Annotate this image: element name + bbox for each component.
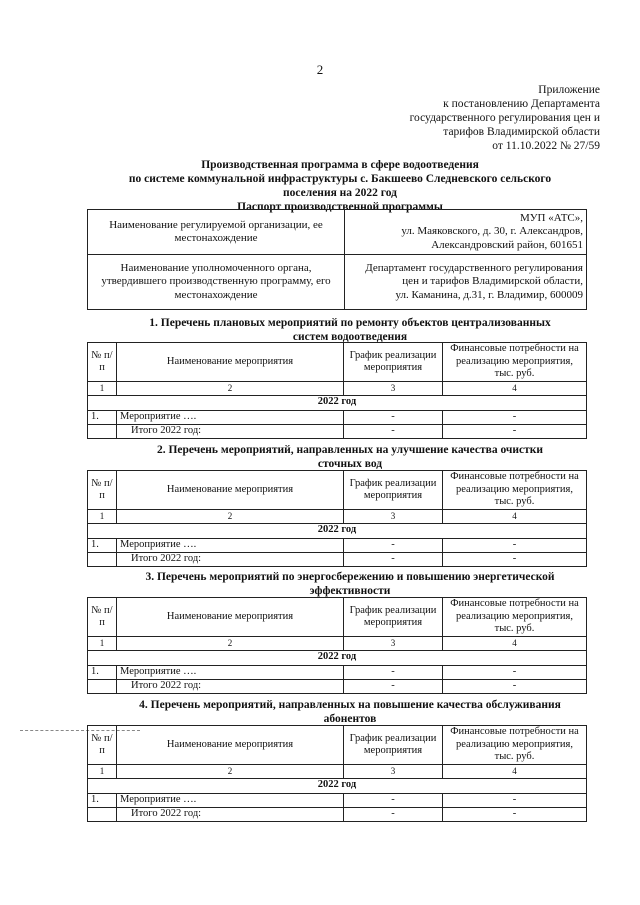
year-row: 2022 год [88, 395, 587, 410]
total-name: Итого 2022 год: [117, 679, 344, 693]
row-number: 1. [88, 410, 117, 424]
section-title-b: эффективности [309, 585, 391, 597]
section-title-b: систем водоотведения [292, 331, 408, 343]
row-number: 1. [88, 793, 117, 807]
col-number: 3 [344, 382, 443, 396]
col-number: 2 [117, 382, 344, 396]
total-name: Итого 2022 год: [117, 807, 344, 821]
row-finance: - [443, 793, 587, 807]
section-title-a: Перечень мероприятий по энергосбережению и повышению энергетической [156, 571, 555, 583]
col-number: 1 [88, 510, 117, 524]
passport-value-line: Александровский район, 601651 [431, 238, 583, 251]
col-number: 3 [344, 510, 443, 524]
row-finance: - [443, 538, 587, 552]
col-number: 1 [88, 382, 117, 396]
row-name: Мероприятие …. [117, 665, 344, 679]
page-number: 2 [316, 62, 324, 77]
appendix-line: от 11.10.2022 № 27/59 [492, 140, 600, 152]
section-title-b: сточных вод [317, 458, 383, 470]
header-schedule: График реализации мероприятия [344, 471, 443, 510]
section-title [110, 698, 590, 726]
header-name: Наименование мероприятия [117, 471, 344, 510]
year-row: 2022 год [88, 650, 587, 665]
header-name: Наименование мероприятия [117, 343, 344, 382]
header-name: Наименование мероприятия [117, 598, 344, 637]
section-number: 2. [156, 444, 166, 456]
year-row: 2022 год [88, 778, 587, 793]
title-line: по системе коммунальной инфраструктуры с. Бакшеево Следневского сельского [128, 173, 552, 185]
total-blank [88, 807, 117, 821]
row-finance: - [443, 665, 587, 679]
header-finance: Финансовые потребности на реализацию мероприятия, тыс. руб. [443, 726, 587, 765]
section-title-b: абонентов [323, 713, 377, 725]
col-number: 2 [117, 510, 344, 524]
title-line: Производственная программа в сфере водоотведения [201, 159, 479, 171]
section-number: 1. [149, 317, 158, 329]
section-number: 4. [139, 699, 148, 711]
passport-org-label: Наименование регулируемой организации, ее местонахождение [88, 210, 345, 255]
header-no: № п/п [88, 726, 117, 765]
col-number: 2 [117, 637, 344, 651]
section-title [110, 443, 590, 471]
passport-org-value [345, 210, 587, 255]
passport-value-line: МУП «АТС», [519, 211, 583, 224]
appendix-line: к постановлению Департамента [443, 98, 600, 110]
col-number: 1 [88, 637, 117, 651]
section-title [110, 316, 590, 344]
appendix-line: Приложение [538, 84, 600, 96]
appendix-line: государственного регулирования цен и [409, 112, 600, 124]
row-finance: - [443, 410, 587, 424]
passport-table [87, 209, 587, 310]
title-line: поселения на 2022 год [283, 187, 397, 199]
header-finance: Финансовые потребности на реализацию мероприятия, тыс. руб. [443, 471, 587, 510]
header-no: № п/п [88, 598, 117, 637]
total-blank [88, 424, 117, 438]
appendix-line: тарифов Владимирской области [443, 126, 600, 138]
header-schedule: График реализации мероприятия [344, 598, 443, 637]
header-no: № п/п [88, 343, 117, 382]
passport-value-line: Департамент государственного регулирования цен и тарифов Владимирской области, [365, 261, 583, 288]
header-finance: Финансовые потребности на реализацию мероприятия, тыс. руб. [443, 598, 587, 637]
col-number: 2 [117, 765, 344, 779]
col-number: 4 [443, 765, 587, 779]
row-number: 1. [88, 665, 117, 679]
col-number: 4 [443, 637, 587, 651]
total-blank [88, 679, 117, 693]
appendix-block [390, 83, 600, 153]
col-number: 3 [344, 637, 443, 651]
header-no: № п/п [88, 471, 117, 510]
col-number: 4 [443, 510, 587, 524]
year-row: 2022 год [88, 523, 587, 538]
total-finance: - [443, 552, 587, 566]
col-number: 4 [443, 382, 587, 396]
row-name: Мероприятие …. [117, 538, 344, 552]
total-schedule: - [344, 807, 443, 821]
row-schedule: - [344, 410, 443, 424]
section-table [87, 597, 587, 694]
col-number: 3 [344, 765, 443, 779]
passport-value-line: ул. Маяковского, д. 30, г. Александров, [401, 225, 583, 238]
title-line: Паспорт производственной программы [237, 201, 443, 213]
row-schedule: - [344, 793, 443, 807]
row-name: Мероприятие …. [117, 793, 344, 807]
total-name: Итого 2022 год: [117, 552, 344, 566]
total-name: Итого 2022 год: [117, 424, 344, 438]
section-table [87, 725, 587, 822]
total-blank [88, 552, 117, 566]
total-schedule: - [344, 424, 443, 438]
header-schedule: График реализации мероприятия [344, 726, 443, 765]
total-finance: - [443, 424, 587, 438]
total-finance: - [443, 807, 587, 821]
row-schedule: - [344, 538, 443, 552]
document-title [90, 158, 590, 214]
total-schedule: - [344, 552, 443, 566]
passport-value-line: ул. Каманина, д.31, г. Владимир, 600009 [395, 288, 583, 301]
header-name: Наименование мероприятия [117, 726, 344, 765]
section-table [87, 342, 587, 439]
col-number: 1 [88, 765, 117, 779]
total-schedule: - [344, 679, 443, 693]
row-schedule: - [344, 665, 443, 679]
section-title [110, 570, 590, 598]
total-finance: - [443, 679, 587, 693]
row-name: Мероприятие …. [117, 410, 344, 424]
passport-authority-value [345, 255, 587, 310]
section-title-a: Перечень мероприятий, направленных на улучшение качества очистки [168, 444, 544, 456]
row-number: 1. [88, 538, 117, 552]
section-table [87, 470, 587, 567]
section-title-a: Перечень плановых мероприятий по ремонту объектов централизованных [160, 317, 551, 329]
section-number: 3. [145, 571, 155, 583]
header-finance: Финансовые потребности на реализацию мероприятия, тыс. руб. [443, 343, 587, 382]
passport-authority-label: Наименование уполномоченного органа, утвердившего производственную программу, его местонахождение [88, 255, 345, 310]
header-schedule: График реализации мероприятия [344, 343, 443, 382]
section-title-a: Перечень мероприятий, направленных на повышение качества обслуживания [150, 699, 561, 711]
